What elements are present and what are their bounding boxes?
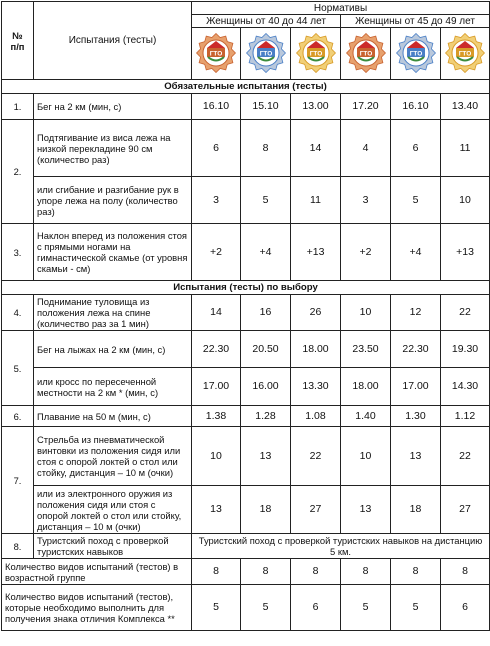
value-cell: 6 xyxy=(291,585,341,631)
row-test: или сгибание и разгибание рук в упоре лежа на полу (количество раз) xyxy=(34,177,192,224)
table-row xyxy=(2,406,490,427)
value-cell: 18 xyxy=(391,486,441,534)
row-test: Количество видов испытаний (тестов), которые необходимо выполнить для получения знака отличия Комплекса ** xyxy=(2,585,192,631)
value-cell: 1.38 xyxy=(192,406,241,427)
value-cell: 10 xyxy=(341,295,391,331)
gto-silver-badge-icon xyxy=(396,33,436,73)
gto-gold-badge-icon xyxy=(445,33,485,73)
value-cell: 27 xyxy=(441,486,490,534)
svg-text:ГТО: ГТО xyxy=(309,50,322,57)
value-cell: 16 xyxy=(241,295,291,331)
value-cell: 3 xyxy=(341,177,391,224)
value-cell: 22 xyxy=(441,295,490,331)
value-cell: 26 xyxy=(291,295,341,331)
row-test: Бег на 2 км (мин, с) xyxy=(34,94,192,120)
header-group-40-44: Женщины от 40 до 44 лет xyxy=(192,15,341,28)
value-cell: 18.00 xyxy=(341,368,391,406)
row-num: 3. xyxy=(2,224,34,281)
section-optional: Испытания (тесты) по выбору xyxy=(2,281,490,295)
table-row xyxy=(2,224,490,281)
row-test: Бег на лыжах на 2 км (мин, с) xyxy=(34,331,192,368)
header-num: № п/п xyxy=(2,2,34,80)
value-cell: 27 xyxy=(291,486,341,534)
value-cell: 8 xyxy=(241,120,291,177)
row-num: 2. xyxy=(2,120,34,224)
svg-text:ГТО: ГТО xyxy=(359,50,372,57)
value-cell: 14.30 xyxy=(441,368,490,406)
value-cell: 6 xyxy=(441,585,490,631)
value-cell: 23.50 xyxy=(341,331,391,368)
table-row xyxy=(2,295,490,331)
value-cell: 6 xyxy=(192,120,241,177)
value-cell: 13 xyxy=(241,427,291,486)
badge-cell xyxy=(441,28,490,80)
gto-bronze-badge-icon xyxy=(196,33,236,73)
table-row xyxy=(2,427,490,486)
header-group-45-49: Женщины от 45 до 49 лет xyxy=(341,15,490,28)
row-num: 6. xyxy=(2,406,34,427)
row-test: Туристский поход с проверкой туристских навыков xyxy=(34,534,192,559)
value-cell: 22.30 xyxy=(192,331,241,368)
header-normatives: Нормативы xyxy=(192,2,490,15)
table-row xyxy=(2,585,490,631)
table-row xyxy=(2,486,490,534)
table-row xyxy=(2,534,490,559)
value-cell: 22 xyxy=(441,427,490,486)
section-mandatory: Обязательные испытания (тесты) xyxy=(2,80,490,94)
value-cell: 16.10 xyxy=(391,94,441,120)
table-row xyxy=(2,177,490,224)
value-cell: 8 xyxy=(241,559,291,585)
value-cell: 4 xyxy=(341,120,391,177)
value-cell: 5 xyxy=(241,177,291,224)
value-cell: 10 xyxy=(441,177,490,224)
value-cell: 16.00 xyxy=(241,368,291,406)
value-cell: 8 xyxy=(192,559,241,585)
value-cell: +2 xyxy=(341,224,391,281)
svg-text:ГТО: ГТО xyxy=(259,50,272,57)
value-cell: 13 xyxy=(391,427,441,486)
badge-cell xyxy=(341,28,391,80)
row-test: Поднимание туловища из положения лежа на спине (количество раз за 1 мин) xyxy=(34,295,192,331)
value-cell: 1.40 xyxy=(341,406,391,427)
row-test: Стрельба из пневматической винтовки из положения сидя или стоя с опорой локтей о стол или стойку, дистанция – 10 м (очки) xyxy=(34,427,192,486)
value-cell: 11 xyxy=(441,120,490,177)
row-test: Подтягивание из виса лежа на низкой перекладине 90 см (количество раз) xyxy=(34,120,192,177)
value-cell: 18 xyxy=(241,486,291,534)
value-cell: 15.10 xyxy=(241,94,291,120)
norms-table xyxy=(1,1,490,631)
value-cell: 14 xyxy=(192,295,241,331)
value-cell: 5 xyxy=(192,585,241,631)
value-cell: 14 xyxy=(291,120,341,177)
value-cell: 8 xyxy=(341,559,391,585)
value-cell: 12 xyxy=(391,295,441,331)
row-test: Количество видов испытаний (тестов) в возрастной группе xyxy=(2,559,192,585)
value-cell: 8 xyxy=(441,559,490,585)
value-cell: 10 xyxy=(192,427,241,486)
value-cell: 6 xyxy=(391,120,441,177)
value-cell: 18.00 xyxy=(291,331,341,368)
gto-gold-badge-icon xyxy=(296,33,336,73)
badge-cell xyxy=(291,28,341,80)
row-num: 8. xyxy=(2,534,34,559)
value-cell: 13.00 xyxy=(291,94,341,120)
merged-hike-value: Туристский поход с проверкой туристских навыков на дистанцию 5 км. xyxy=(192,534,490,559)
table-row xyxy=(2,368,490,406)
row-test: Плавание на 50 м (мин, с) xyxy=(34,406,192,427)
value-cell: 1.28 xyxy=(241,406,291,427)
badge-cell xyxy=(192,28,241,80)
value-cell: 11 xyxy=(291,177,341,224)
svg-text:ГТО: ГТО xyxy=(458,50,472,57)
value-cell: 1.30 xyxy=(391,406,441,427)
table-row xyxy=(2,94,490,120)
badge-cell xyxy=(391,28,441,80)
value-cell: +13 xyxy=(441,224,490,281)
row-test: Наклон вперед из положения стоя с прямыми ногами на гимнастической скамье (от уровня скамьи - см) xyxy=(34,224,192,281)
value-cell: 5 xyxy=(241,585,291,631)
value-cell: +2 xyxy=(192,224,241,281)
table-row xyxy=(2,559,490,585)
row-num: 5. xyxy=(2,331,34,406)
svg-text:ГТО: ГТО xyxy=(209,50,223,57)
row-num: 1. xyxy=(2,94,34,120)
value-cell: +13 xyxy=(291,224,341,281)
gto-bronze-badge-icon xyxy=(346,33,386,73)
header-tests: Испытания (тесты) xyxy=(34,2,192,80)
value-cell: 5 xyxy=(391,585,441,631)
table-row xyxy=(2,331,490,368)
value-cell: 17.00 xyxy=(391,368,441,406)
row-num: 7. xyxy=(2,427,34,534)
value-cell: 17.00 xyxy=(192,368,241,406)
value-cell: 22.30 xyxy=(391,331,441,368)
value-cell: +4 xyxy=(241,224,291,281)
value-cell: 1.08 xyxy=(291,406,341,427)
value-cell: 16.10 xyxy=(192,94,241,120)
value-cell: 13.30 xyxy=(291,368,341,406)
value-cell: 8 xyxy=(391,559,441,585)
value-cell: +4 xyxy=(391,224,441,281)
svg-text:ГТО: ГТО xyxy=(409,50,422,57)
value-cell: 8 xyxy=(291,559,341,585)
value-cell: 22 xyxy=(291,427,341,486)
gto-silver-badge-icon xyxy=(246,33,286,73)
row-test: или из электронного оружия из положения сидя или стоя с опорой локтей о стол или стойку, дистанция – 10 м (очки) xyxy=(34,486,192,534)
value-cell: 5 xyxy=(341,585,391,631)
value-cell: 5 xyxy=(391,177,441,224)
value-cell: 13 xyxy=(192,486,241,534)
value-cell: 3 xyxy=(192,177,241,224)
table-row xyxy=(2,120,490,177)
value-cell: 13.40 xyxy=(441,94,490,120)
row-test: или кросс по пересеченной местности на 2 км * (мин, с) xyxy=(34,368,192,406)
value-cell: 1.12 xyxy=(441,406,490,427)
value-cell: 19.30 xyxy=(441,331,490,368)
value-cell: 17.20 xyxy=(341,94,391,120)
value-cell: 20.50 xyxy=(241,331,291,368)
value-cell: 10 xyxy=(341,427,391,486)
value-cell: 13 xyxy=(341,486,391,534)
row-num: 4. xyxy=(2,295,34,331)
badge-cell xyxy=(241,28,291,80)
